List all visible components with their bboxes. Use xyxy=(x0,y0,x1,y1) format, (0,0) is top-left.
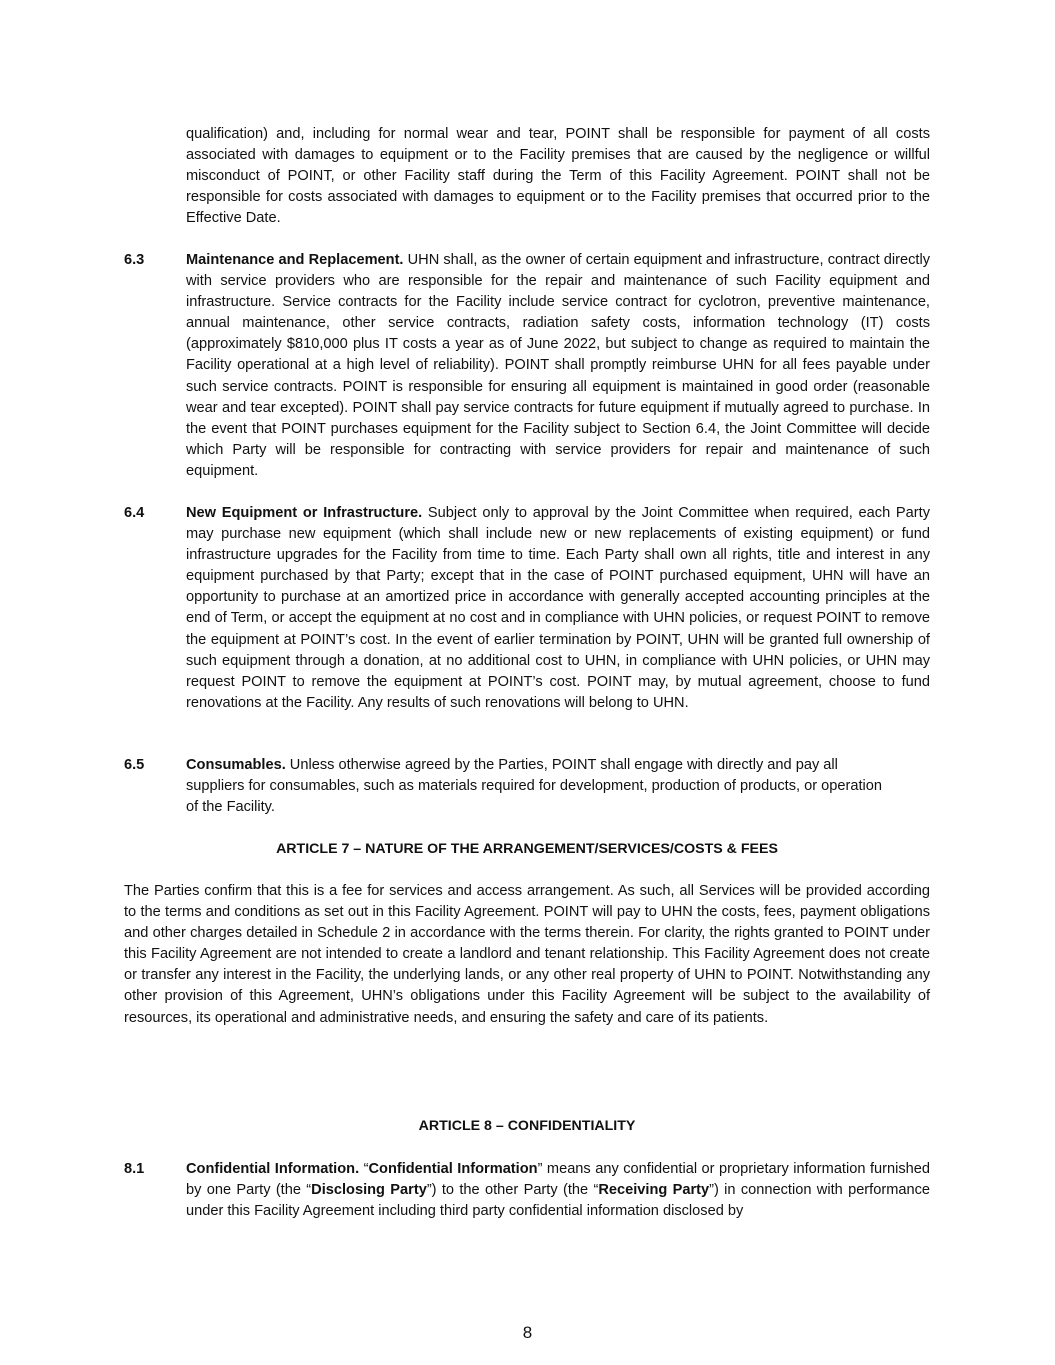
section-heading: Maintenance and Replacement. xyxy=(186,252,404,268)
section-body xyxy=(186,1159,930,1222)
section-text: Unless otherwise agreed by the Parties, POINT shall engage with directly and pay all suppliers for consumables, such as materials required for development, production of products, or operation of the Facility. xyxy=(186,757,883,816)
article-7-heading: ARTICLE 7 – NATURE OF THE ARRANGEMENT/SERVICES/COSTS & FEES xyxy=(276,841,778,857)
section-text: ” means any confidential or proprietary information furnished by one Party (the “ xyxy=(186,1161,930,1199)
section-number: 6.3 xyxy=(124,252,145,268)
section-body xyxy=(186,755,886,818)
section-text: ”) in connection with performance under this Facility Agreement including third party confidential information disclosed by xyxy=(186,1182,931,1220)
article-7-paragraph xyxy=(124,881,930,1029)
defined-term: Confidential Information xyxy=(368,1161,538,1177)
section-text: “ xyxy=(359,1161,369,1177)
continuation-paragraph xyxy=(186,124,930,229)
section-6-4 xyxy=(124,503,930,714)
section-body xyxy=(186,250,930,482)
article-8-heading: ARTICLE 8 – CONFIDENTIALITY xyxy=(418,1118,636,1134)
section-8-1 xyxy=(124,1159,930,1222)
section-heading: Confidential Information. xyxy=(186,1161,360,1177)
continuation-text: qualification) and, including for normal wear and tear, POINT shall be responsible for payment of all costs associated with damages to equipment or to the Facility premises that are caused by the negligence or willful misconduct of POINT, or other Facility staff during the Term of this Facility Agreement. POINT shall not be responsible for costs associated with damages to equipment or to the Facility premises that occurred prior to the Effective Date. xyxy=(186,126,930,227)
defined-term: Disclosing Party xyxy=(311,1182,427,1199)
section-heading: Consumables. xyxy=(186,757,286,773)
section-text: ”) to the other Party (the “ xyxy=(426,1182,599,1199)
section-6-3 xyxy=(124,250,930,482)
section-number: 8.1 xyxy=(124,1161,145,1177)
section-number: 6.5 xyxy=(124,757,145,773)
section-text: Subject only to approval by the Joint Committee when required, each Party may purchase new equipment (which shall include new or new replacements of existing equipment) or fund infrastructure upgrades for the Facility from time to time. Each Party shall own all rights, title and interest in any equipment purchased by that Party; except that in the case of POINT purchased equipment, UHN will have an opportunity to purchase at an amortized price in accordance with generally accepted accounting principles at the end of Term, or accept the equipment at no cost and in compliance with UHN policies, or request POINT to remove the equipment at POINT’s cost. In the event of earlier termination by POINT, UHN will be granted full ownership of such equipment through a donation, at no additional cost to UHN, in compliance with UHN policies, or UHN may request POINT to remove the equipment at POINT’s cost. POINT may, by mutual agreement, choose to fund renovations at the Facility. Any results of such renovations will belong to UHN. xyxy=(186,505,930,711)
defined-term: Receiving Party xyxy=(598,1182,710,1199)
article-7-text: The Parties confirm that this is a fee for services and access arrangement. As such, all Services will be provided according to the terms and conditions as set out in this Facility Agreement. POINT will pay to UHN the costs, fees, payment obligations and other charges detailed in Schedule 2 in accordance with the terms therein. For clarity, the rights granted to POINT under this Facility Agreement are not intended to create a landlord and tenant relationship. This Facility Agreement does not create or transfer any interest in the Facility, the underlying lands, or any other real property of UHN to POINT. Notwithstanding any other provision of this Agreement, UHN’s obligations under this Facility Agreement will be subject to the availability of resources, its operational and administrative needs, and ensuring the safety and care of its patients. xyxy=(124,883,930,1026)
section-6-5 xyxy=(124,755,930,818)
section-number: 6.4 xyxy=(124,505,145,521)
page-number: 8 xyxy=(522,1323,533,1342)
section-body xyxy=(186,503,930,714)
section-text: UHN shall, as the owner of certain equipment and infrastructure, contract directly with service providers who are responsible for the repair and maintenance of such Facility equipment and infrastructure. Service contracts for the Facility include service contract for cyclotron, preventive maintenance, annual maintenance, other service contracts, radiation safety costs, information technology (IT) costs (approximately $810,000 plus IT costs a year as of June 2022, but subject to change as required to maintain the Facility operational at a high level of reliability). POINT shall promptly reimburse UHN for all fees payable under such service contracts. POINT is responsible for ensuring all equipment is maintained in good order (reasonable wear and tear excepted). POINT shall pay service contracts for future equipment if mutually agreed to purchase. In the event that POINT purchases equipment for the Facility subject to Section 6.4, the Joint Committee will decide which Party will be responsible for contracting with service providers for repair and maintenance of such equipment. xyxy=(186,252,930,479)
section-heading: New Equipment or Infrastructure. xyxy=(186,505,423,521)
